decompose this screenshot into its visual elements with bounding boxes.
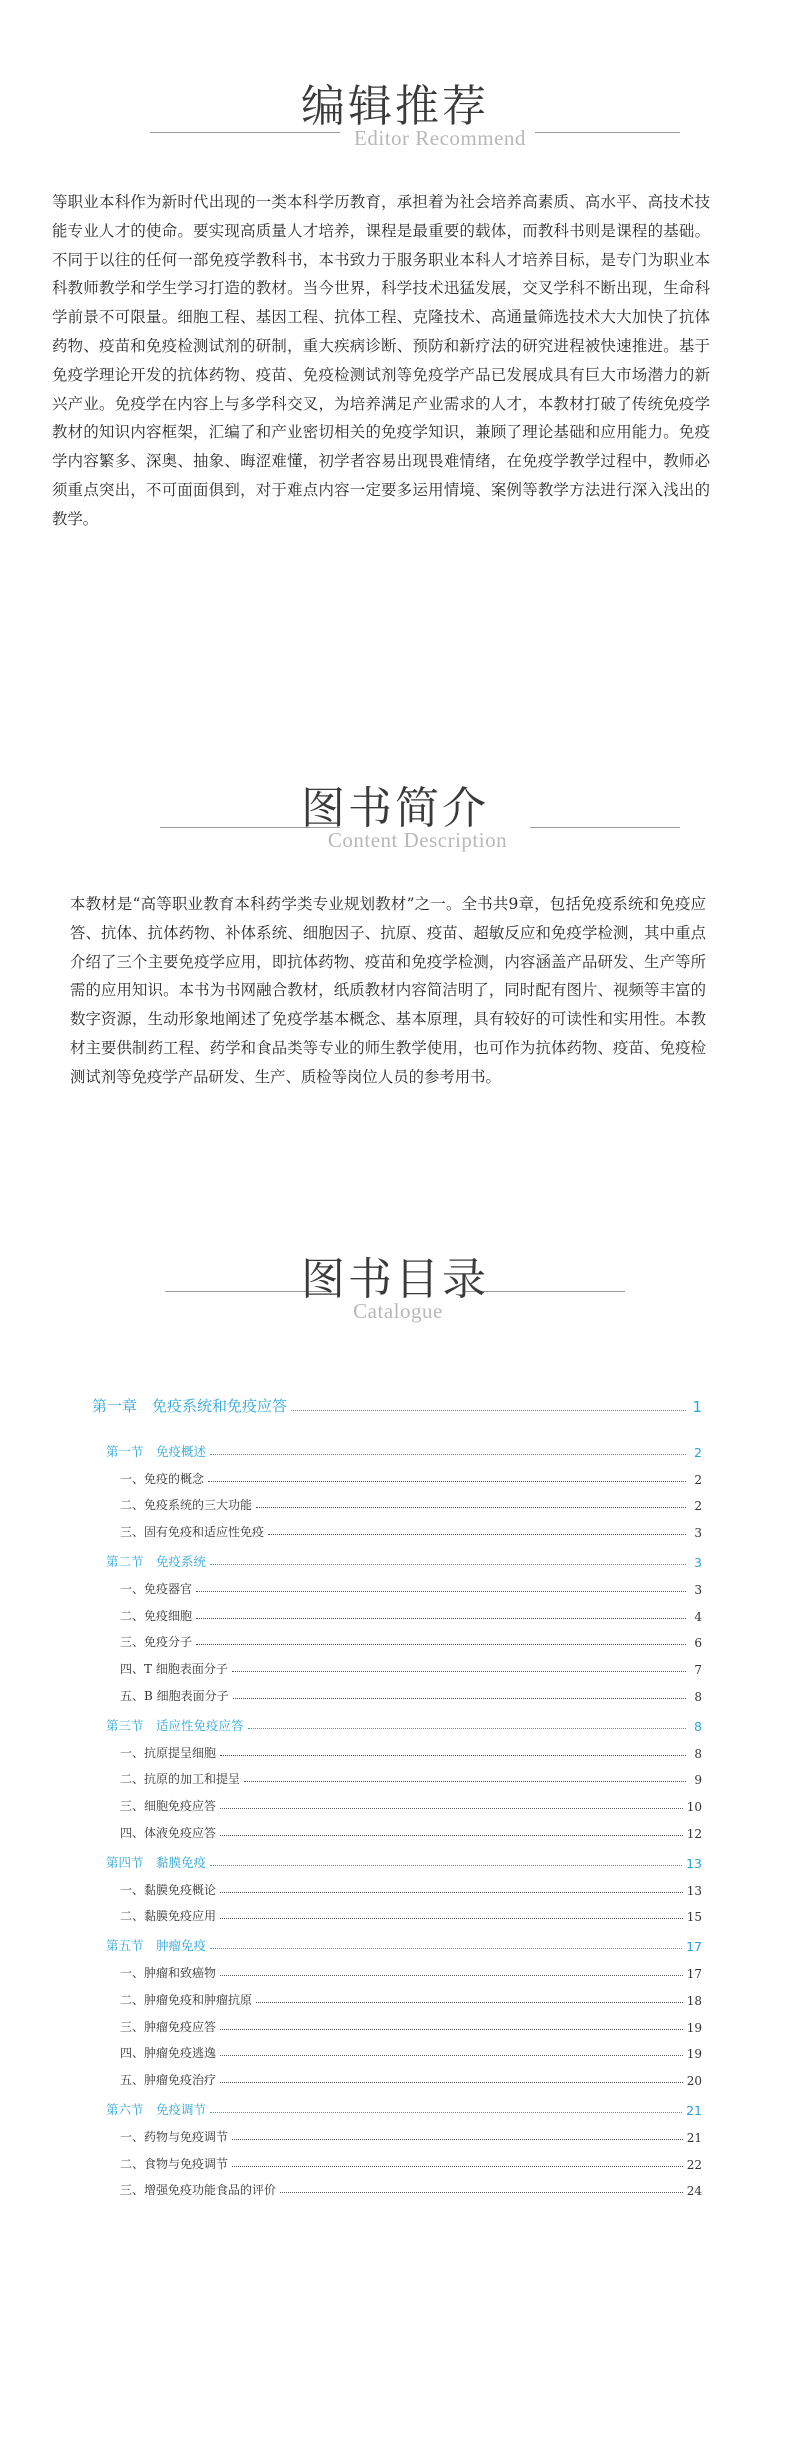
toc-dot-leader <box>232 2166 683 2167</box>
toc-entry-label: 二、免疫系统的三大功能 <box>120 1498 253 1513</box>
toc-item-row <box>120 2150 702 2172</box>
toc-dot-leader <box>208 1481 686 1482</box>
toc-entry-label: 第四节 黏膜免疫 <box>106 1854 207 1870</box>
toc-page-number: 8 <box>694 1746 702 1761</box>
toc-page-number: 3 <box>694 1582 702 1597</box>
toc-entry-label: 一、肿瘤和致癌物 <box>120 1966 217 1980</box>
toc-entry-label: 五、肿瘤免疫治疗 <box>120 2073 217 2088</box>
toc-dot-leader <box>256 2002 683 2003</box>
toc-dot-leader <box>210 1865 682 1866</box>
toc-page-number: 3 <box>694 1555 702 1570</box>
toc-section-row <box>106 1849 702 1871</box>
toc-entry-label: 三、免疫分子 <box>120 1635 193 1650</box>
toc-dot-leader <box>196 1644 686 1645</box>
content-description-title: 图书简介 <box>301 783 489 834</box>
toc-entry-label: 三、细胞免疫应答 <box>120 1799 217 1814</box>
editor-recommend-text: 等职业本科作为新时代出现的一类本科学历教育，承担着为社会培养高素质、高水平、高技术技能专业人才的使命。要实现高质量人才培养，课程是最重要的载体，而教科书则是课程的基础。不同于以往的任何一部免疫学教科书，本书致力于服务职业本科人才培养目标，是专门为职业本科教师教学和学生学习打造的教材。当今世界，科学技术迅猛发展，交叉学科不断出现，生命科学前景不可限量。细胞工程、基因工程、抗体工程、克隆技术、高通量筛选技术大大加快了抗体药物、疫苗和免疫检测试剂的研制，重大疾病诊断、预防和新疗法的研究进程被快速推进。基于免疫学理论开发的抗体药物、疫苗、免疫检测试剂等免疫学产品已发展成具有巨大市场潜力的新兴产业。免疫学在内容上与多学科交叉，为培养满足产业需求的人才，本教材打破了传统免疫学教材的知识内容框架，汇编了和产业密切相关的免疫学知识，兼顾了理论基础和应用能力。免疫学内容繁多、深奥、抽象、晦涩难懂，初学者容易出现畏难情绪，在免疫学教学过程中，教师必须重点突出，不可面面俱到，对于难点内容一定要多运用情境、案例等教学方法进行深入浅出的教学。 <box>52 193 710 528</box>
toc-item-row <box>120 1465 702 1487</box>
toc-page-number: 19 <box>686 2020 702 2035</box>
toc-entry-label: 一、药物与免疫调节 <box>120 2129 229 2144</box>
toc-page-number: 17 <box>686 1939 702 1955</box>
toc-entry-label: 二、抗原的加工和提呈 <box>120 1772 241 1787</box>
toc-dot-leader <box>220 1918 683 1919</box>
toc-page-number: 10 <box>686 1800 702 1815</box>
catalogue-title: 图书目录 <box>301 1254 489 1305</box>
toc-dot-leader <box>244 1781 686 1782</box>
toc-entry-label: 第一章 免疫系统和免疫应答 <box>92 1397 288 1415</box>
toc-page-number: 21 <box>686 2130 702 2145</box>
toc-dot-leader <box>220 2029 683 2030</box>
toc-entry-label: 三、固有免疫和适应性免疫 <box>120 1525 265 1540</box>
toc-dot-leader <box>220 1755 686 1756</box>
toc-entry-label: 二、黏膜免疫应用 <box>120 1909 217 1924</box>
toc-dot-leader <box>291 1410 686 1411</box>
toc-entry-label: 第二节 免疫系统 <box>106 1554 207 1569</box>
toc-dot-leader <box>210 1454 686 1455</box>
toc-dot-leader <box>196 1618 686 1619</box>
toc-item-row <box>120 2123 702 2145</box>
toc-page-number: 3 <box>694 1526 702 1541</box>
toc-entry-label: 三、增强免疫功能食品的评价 <box>120 2183 277 2198</box>
toc-entry-label: 一、免疫器官 <box>120 1581 193 1596</box>
toc-dot-leader <box>220 1892 683 1893</box>
toc-dot-leader <box>196 1591 686 1592</box>
toc-page-number: 22 <box>686 2157 702 2172</box>
toc-page-number: 18 <box>686 1993 702 2008</box>
toc-item-row <box>120 1518 702 1540</box>
toc-entry-label: 一、抗原提呈细胞 <box>120 1745 217 1760</box>
toc-item-row <box>120 1876 702 1898</box>
toc-item-row <box>120 1628 702 1650</box>
toc-page-number: 19 <box>686 2047 702 2062</box>
toc-page-number: 2 <box>694 1472 702 1487</box>
toc-item-row <box>120 1819 702 1841</box>
toc-page-number: 6 <box>694 1636 702 1651</box>
toc-dot-leader <box>233 1698 686 1699</box>
toc-page-number: 2 <box>694 1499 702 1514</box>
toc-dot-leader <box>220 1835 683 1836</box>
toc-dot-leader <box>268 1534 686 1535</box>
toc-entry-label: 四、肿瘤免疫逃逸 <box>120 2046 217 2061</box>
toc-section-row <box>106 1932 702 1954</box>
toc-page-number: 8 <box>694 1690 702 1704</box>
toc-entry-label: 一、黏膜免疫概论 <box>120 1882 217 1897</box>
toc-section-row <box>106 1712 702 1734</box>
toc-dot-leader <box>210 1948 682 1949</box>
toc-item-row <box>120 1575 702 1597</box>
toc-item-row <box>120 1902 702 1924</box>
toc-entry-label: 二、肿瘤免疫和肿瘤抗原 <box>120 1992 253 2007</box>
toc-item-row <box>120 1986 702 2008</box>
editor-recommend-subtitle: Editor Recommend <box>354 126 526 150</box>
toc-chapter-row <box>92 1394 702 1416</box>
toc-page-number: 17 <box>686 1967 702 1981</box>
editor-recommend-title: 编辑推荐 <box>301 81 489 132</box>
toc-page-number: 13 <box>686 1883 702 1898</box>
toc-item-row <box>120 2066 702 2088</box>
toc-dot-leader <box>210 2112 682 2113</box>
toc-item-row <box>120 1491 702 1513</box>
content-description-subtitle: Content Description <box>327 828 508 852</box>
catalogue-subtitle: Catalogue <box>353 1299 443 1323</box>
toc-page-number: 15 <box>686 1910 702 1925</box>
toc-entry-label: 一、免疫的概念 <box>120 1471 205 1486</box>
toc-item-row <box>120 1682 702 1704</box>
toc-entry-label: 四、T 细胞表面分子 <box>120 1662 228 1677</box>
toc-dot-leader <box>248 1728 686 1729</box>
toc-dot-leader <box>232 2139 683 2140</box>
toc-page-number: 9 <box>694 1773 702 1788</box>
toc-dot-leader <box>210 1564 686 1565</box>
toc-entry-label: 二、食物与免疫调节 <box>120 2156 229 2171</box>
toc-entry-label: 三、肿瘤免疫应答 <box>120 2019 217 2034</box>
toc-item-row <box>120 1739 702 1761</box>
toc-item-row <box>120 1959 702 1981</box>
toc-item-row <box>120 2013 702 2035</box>
editor-recommend-header <box>0 70 790 190</box>
toc-entry-label: 第六节 免疫调节 <box>106 2102 207 2117</box>
toc-page-number: 21 <box>686 2103 702 2118</box>
toc-section-row <box>106 2096 702 2118</box>
toc-item-row <box>120 1602 702 1624</box>
toc-item-row <box>120 2176 702 2198</box>
toc-entry-label: 第一节 免疫概述 <box>106 1443 207 1459</box>
toc-dot-leader <box>220 2055 683 2056</box>
toc-entry-label: 五、B 细胞表面分子 <box>120 1689 229 1703</box>
toc-entry-label: 第五节 肿瘤免疫 <box>106 1938 207 1954</box>
toc-page-number: 8 <box>694 1718 702 1734</box>
toc-item-row <box>120 1765 702 1787</box>
toc-page-number: 2 <box>694 1444 702 1460</box>
toc-entry-label: 四、体液免疫应答 <box>120 1826 217 1840</box>
toc-dot-leader <box>220 1808 683 1809</box>
catalogue-header <box>0 1243 790 1363</box>
toc-page-number: 20 <box>686 2074 702 2089</box>
toc-item-row <box>120 2039 702 2061</box>
content-description-text: 本教材是“高等职业教育本科药学类专业规划教材”之一。全书共9章，包括免疫系统和免疫应答、抗体、抗体药物、补体系统、细胞因子、抗原、疫苗、超敏反应和免疫学检测，其中重点介绍了三个主要免疫学应用，即抗体药物、疫苗和免疫学检测，内容涵盖产品研发、生产等所需的应用知识。本书为书网融合教材，纸质教材内容简洁明了，同时配有图片、视频等丰富的数字资源，生动形象地阐述了免疫学基本概念、基本原理，具有较好的可读性和实用性。本教材主要供制药工程、药学和食品类等专业的师生教学使用，也可作为抗体药物、疫苗、免疫检测试剂等免疫学产品研发、生产、质检等岗位人员的参考用书。 <box>70 895 706 1086</box>
toc-page-number: 12 <box>686 1827 702 1841</box>
toc-page-number: 4 <box>694 1609 702 1624</box>
toc-section-row <box>106 1438 702 1460</box>
toc-dot-leader <box>220 2082 683 2083</box>
toc-dot-leader <box>256 1507 686 1508</box>
toc-page-number: 24 <box>686 2184 702 2199</box>
toc-dot-leader <box>232 1671 686 1672</box>
toc-item-row <box>120 1792 702 1814</box>
toc-dot-leader <box>220 1975 683 1976</box>
toc-item-row <box>120 1655 702 1677</box>
toc-page-number: 7 <box>694 1663 702 1678</box>
toc-dot-leader <box>280 2192 683 2193</box>
toc-entry-label: 二、免疫细胞 <box>120 1608 193 1623</box>
toc-page-number: 1 <box>692 1398 702 1416</box>
toc-entry-label: 第三节 适应性免疫应答 <box>106 1717 244 1733</box>
toc-page-number: 13 <box>686 1855 702 1871</box>
content-description-header <box>0 772 790 892</box>
toc-section-row <box>106 1548 702 1570</box>
